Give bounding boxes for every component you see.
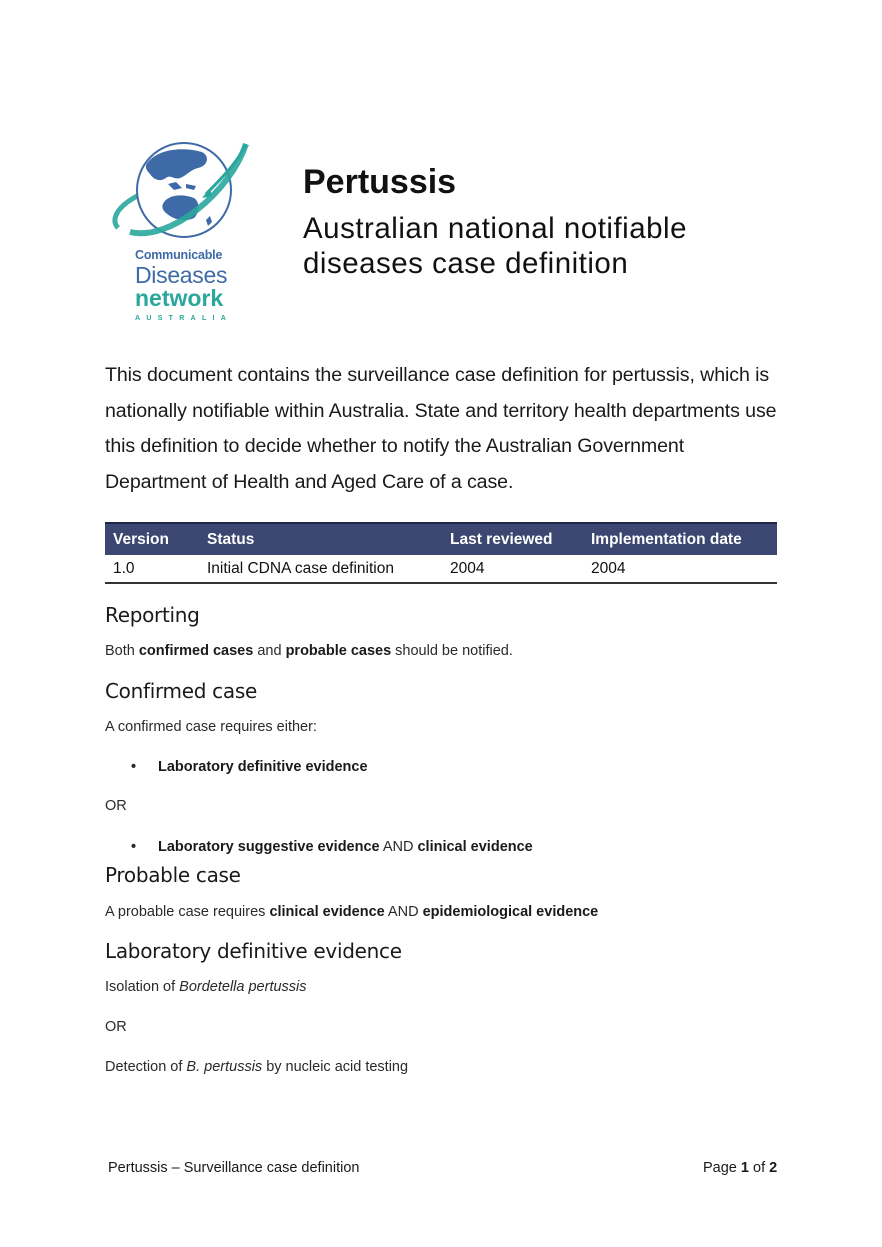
lab-definitive-line1: [105, 979, 307, 995]
column-header-version: Version: [105, 523, 199, 555]
bullet-icon: •: [131, 759, 137, 775]
text-fragment: should be notified.: [391, 643, 513, 659]
text-fragment: AND: [384, 904, 423, 920]
table-header-row: [105, 523, 777, 555]
cell-last-reviewed: 2004: [442, 555, 583, 583]
heading-probable-case: Probable case: [105, 863, 241, 887]
text-fragment: Isolation of: [105, 979, 180, 995]
probable-text: [105, 904, 598, 920]
document-subtitle: Australian national notifiable diseases case definition: [303, 212, 687, 280]
text-fragment: A probable case requires: [105, 904, 270, 920]
bold-clinical-evidence: clinical evidence: [417, 839, 533, 855]
heading-reporting: Reporting: [105, 603, 200, 627]
cell-implementation-date: 2004: [583, 555, 777, 583]
or-separator: OR: [105, 798, 127, 814]
page-of-label: of: [748, 1160, 770, 1176]
italic-organism-name: Bordetella pertussis: [179, 979, 307, 995]
document-title: Pertussis: [303, 163, 457, 201]
column-header-last-reviewed: Last reviewed: [442, 523, 583, 555]
list-item: [131, 839, 533, 855]
bullet-icon: •: [131, 839, 137, 855]
cell-version: 1.0: [105, 555, 199, 583]
text-fragment: Detection of: [105, 1059, 187, 1075]
page-current: 1: [740, 1160, 749, 1176]
text-fragment: Both: [105, 643, 139, 659]
footer-page-number: [703, 1160, 777, 1176]
text-fragment: and: [253, 643, 286, 659]
logo-text-australia: AUSTRALIA: [135, 315, 233, 322]
logo-text-diseases: Diseases: [135, 262, 228, 288]
cdna-logo: [110, 132, 250, 327]
text-fragment: by nucleic acid testing: [262, 1059, 409, 1075]
italic-organism-abbrev: B. pertussis: [186, 1059, 263, 1075]
bold-lab-definitive: Laboratory definitive evidence: [158, 759, 368, 775]
intro-paragraph: This document contains the surveillance case definition for pertussis, which is nationally notifiable within Australia. State and territory health departments use this definition to decide whether to notify the Australian Government Department of Health and Aged Care of a case.: [105, 364, 777, 493]
list-item: [131, 759, 368, 775]
logo-text-network: network: [135, 285, 224, 311]
cell-status: Initial CDNA case definition: [199, 555, 442, 583]
or-separator: OR: [105, 1019, 127, 1035]
confirmed-intro: A confirmed case requires either:: [105, 719, 317, 735]
table-row: [105, 555, 777, 583]
bold-confirmed-cases: confirmed cases: [138, 643, 254, 659]
bold-lab-suggestive: Laboratory suggestive evidence: [158, 839, 380, 855]
bold-probable-cases: probable cases: [285, 643, 392, 659]
reporting-text: [105, 643, 513, 659]
column-header-implementation-date: Implementation date: [583, 523, 777, 555]
column-header-status: Status: [199, 523, 442, 555]
text-fragment: AND: [379, 839, 418, 855]
logo-text-communicable: Communicable: [135, 248, 223, 262]
bold-clinical-evidence: clinical evidence: [269, 904, 385, 920]
footer-document-title: Pertussis – Surveillance case definition: [108, 1160, 360, 1176]
heading-confirmed-case: Confirmed case: [105, 679, 257, 703]
page-total: 2: [769, 1160, 778, 1176]
lab-definitive-line2: [105, 1059, 408, 1075]
heading-lab-definitive-evidence: Laboratory definitive evidence: [105, 939, 402, 963]
version-table: [105, 522, 777, 584]
page-label: Page: [703, 1160, 741, 1176]
globe-icon: [110, 132, 250, 244]
bold-epidemiological-evidence: epidemiological evidence: [422, 904, 599, 920]
